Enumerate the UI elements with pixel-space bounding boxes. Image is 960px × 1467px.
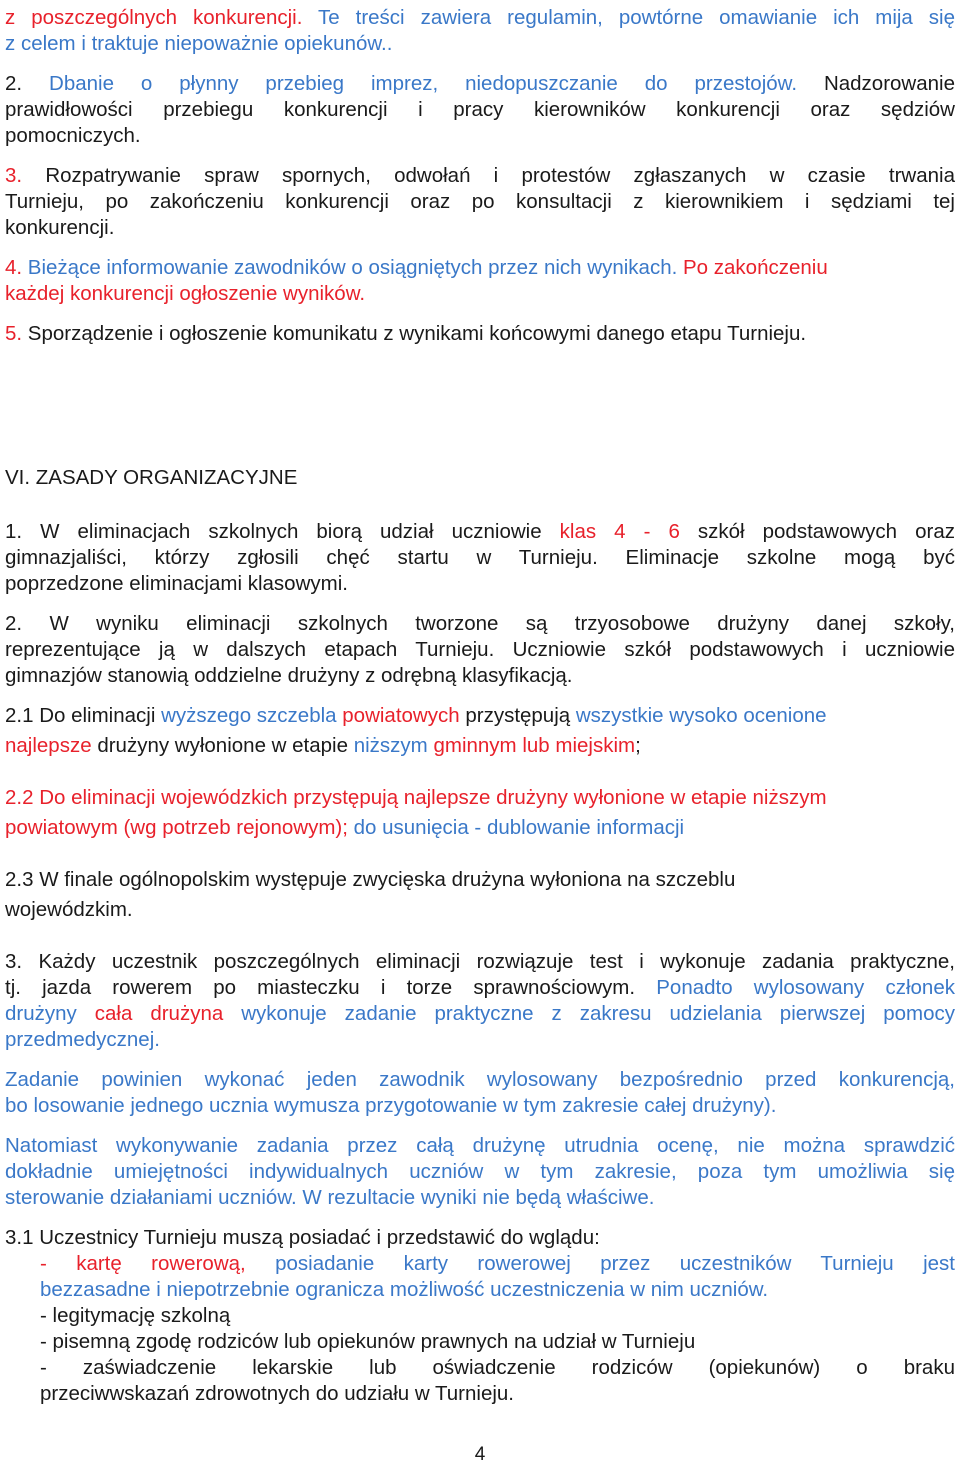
text-segment: poprzedzone eliminacjami klasowymi. — [5, 572, 348, 595]
text-line — [5, 1093, 955, 1119]
text-segment: bo losowanie jednego ucznia wymusza przygotowanie w tym zakresie całej drużyny). — [5, 1094, 777, 1117]
text-segment: 2.1 Do eliminacji — [5, 704, 162, 727]
text-segment: drużyny wyłonione w etapie — [91, 734, 354, 757]
text-segment: - pisemną zgodę rodziców lub opiekunów prawnych na udział w Turnieju — [40, 1330, 696, 1353]
text-line — [5, 1225, 955, 1251]
text-segment: VI. ZASADY ORGANIZACYJNE — [5, 466, 298, 489]
text-segment: prawidłowości przebiegu konkurencji i pracy kierowników konkurencji oraz sędziów — [5, 98, 955, 121]
text-segment: powiatowych — [342, 704, 460, 727]
text-line — [5, 189, 955, 215]
text-segment: każdej konkurencji ogłoszenie wyników. — [5, 282, 366, 305]
text-line — [5, 123, 955, 149]
text-line — [5, 867, 955, 893]
text-line — [40, 1355, 955, 1381]
text-segment: 3. Każdy uczestnik poszczególnych eliminacji rozwiązuje test i wykonuje zadania praktyczne, — [5, 950, 955, 973]
text-segment: z poszczególnych konkurencji. — [5, 6, 319, 29]
text-line — [5, 545, 955, 571]
text-segment: wojewódzkim. — [5, 898, 133, 921]
text-line — [40, 1277, 955, 1303]
page-number: 4 — [474, 1444, 486, 1465]
text-line — [5, 31, 955, 57]
text-segment: niższym — [353, 734, 428, 757]
text-segment: najlepsze — [5, 734, 92, 757]
text-segment: Zadanie powinien wykonać jeden zawodnik wylosowany bezpośrednio przed konkurencją, — [5, 1068, 955, 1091]
text-line — [5, 5, 955, 31]
text-segment: przedmedycznej. — [5, 1028, 160, 1051]
text-line — [40, 1329, 955, 1355]
text-segment: Nadzorowanie — [823, 72, 955, 95]
text-segment: Sporządzenie i ogłoszenie komunikatu z wynikami końcowymi danego etapu Turnieju. — [27, 322, 807, 345]
text-segment: szkół podstawowych oraz — [679, 520, 955, 543]
text-segment: Po zakończeniu — [683, 256, 828, 279]
text-segment: - legitymację szkolną — [40, 1304, 231, 1327]
text-segment: 2. — [5, 72, 50, 95]
text-line — [5, 1133, 955, 1159]
text-line — [5, 97, 955, 123]
text-segment: przeciwwskazań zdrowotnych do udziału w Turnieju. — [40, 1382, 515, 1405]
text-segment: gminnym lub miejskim — [433, 734, 636, 757]
text-segment: Te treści zawiera regulamin, powtórne omawianie ich mija się — [318, 6, 956, 29]
text-line — [5, 733, 955, 759]
text-segment: wyższego szczebla — [161, 704, 337, 727]
text-line — [5, 519, 955, 545]
text-segment: Ponadto wylosowany członek — [656, 976, 955, 999]
text-segment: pomocniczych. — [5, 124, 141, 147]
text-segment: 4. — [5, 256, 28, 279]
text-segment: tj. jazda rowerem po miasteczku i torze sprawnościowym. — [5, 976, 657, 999]
text-segment: 3.1 Uczestnicy Turnieju muszą posiadać i przedstawić do wglądu: — [5, 1226, 600, 1249]
text-line — [5, 215, 955, 241]
text-segment: Natomiast wykonywanie zadania przez całą drużynę utrudnia ocenę, nie można sprawdzić — [5, 1134, 955, 1157]
text-segment: sterowanie działaniami uczniów. W rezultacie wyniki nie będą właściwe. — [5, 1186, 655, 1209]
text-line — [5, 611, 955, 637]
text-segment: powiatowym (wg potrzeb rejonowym); — [5, 816, 354, 839]
text-segment: bezzasadne i niepotrzebnie ogranicza możliwość uczestniczenia w nim uczniów. — [40, 1278, 769, 1301]
text-segment: przystępują — [459, 704, 576, 727]
text-segment: reprezentujące ją w dalszych etapach Turnieju. Uczniowie szkół podstawowych i uczniowie — [5, 638, 955, 661]
text-line — [5, 949, 955, 975]
text-segment: wykonuje zadanie praktyczne z zakresu udzielania pierwszej pomocy — [241, 1002, 956, 1025]
text-segment: Dbanie o płynny przebieg imprez, niedopuszczanie do przestojów. — [49, 72, 824, 95]
text-segment: posiadanie karty rowerowej przez uczestników Turnieju jest — [275, 1252, 955, 1275]
text-line — [40, 1251, 955, 1277]
text-line — [5, 663, 955, 689]
text-line — [5, 281, 955, 307]
text-line — [5, 637, 955, 663]
text-line — [5, 897, 955, 923]
text-line — [5, 1159, 955, 1185]
text-line — [5, 255, 955, 281]
text-line — [40, 1381, 955, 1407]
text-segment: gimnazjaliści, którzy zgłosili chęć startu w Turnieju. Eliminacje szkolne mogą być — [5, 546, 955, 569]
text-line — [40, 1303, 955, 1329]
text-line — [5, 1027, 955, 1053]
text-segment: Bieżące informowanie zawodników o osiągniętych przez nich wynikach. — [27, 256, 683, 279]
text-segment: Rozpatrywanie spraw spornych, odwołań i protestów zgłaszanych w czasie trwania — [45, 164, 955, 187]
text-segment: drużyny — [5, 1002, 77, 1025]
text-segment: cała drużyna — [76, 1002, 242, 1025]
text-segment: 1. W eliminacjach szkolnych biorą udział uczniowie — [5, 520, 560, 543]
text-line — [5, 1185, 955, 1211]
text-line — [5, 465, 955, 491]
text-line — [5, 815, 955, 841]
text-segment: 2.3 W finale ogólnopolskim występuje zwycięska drużyna wyłoniona na szczeblu — [5, 868, 736, 891]
text-segment: 2.2 Do eliminacji wojewódzkich przystępują najlepsze drużyny wyłonione w etapie niższym — [5, 786, 827, 809]
text-segment: - kartę rowerową, — [40, 1252, 276, 1275]
text-segment: z celem i traktuje niepoważnie opiekunów.. — [5, 32, 393, 55]
text-segment: 3. — [5, 164, 46, 187]
text-segment: dokładnie umiejętności indywidualnych uczniów w tym zakresie, poza tym umożliwia się — [5, 1160, 955, 1183]
text-line — [5, 785, 955, 811]
text-line — [5, 571, 955, 597]
text-line — [5, 321, 955, 347]
text-segment: - zaświadczenie lekarskie lub oświadczenie rodziców (opiekunów) o braku — [40, 1356, 955, 1379]
text-line — [5, 975, 955, 1001]
text-line — [5, 703, 955, 729]
text-line — [5, 1001, 955, 1027]
text-line — [5, 71, 955, 97]
text-segment: gimnazjów stanowią oddzielne drużyny z odrębną klasyfikacją. — [5, 664, 573, 687]
text-segment: klas 4 - 6 — [559, 520, 680, 543]
text-segment: ; — [635, 734, 641, 757]
text-segment: do usunięcia - dublowanie informacji — [353, 816, 685, 839]
text-segment: 5. — [5, 322, 28, 345]
text-segment: konkurencji. — [5, 216, 115, 239]
text-segment: Turnieju, po zakończeniu konkurencji oraz po konsultacji z kierownikiem i sędziami tej — [5, 190, 955, 213]
text-line — [5, 163, 955, 189]
text-segment: wszystkie wysoko ocenione — [575, 704, 827, 727]
text-line — [5, 1067, 955, 1093]
text-segment: 2. W wyniku eliminacji szkolnych tworzone są trzyosobowe drużyny danej szkoły, — [5, 612, 955, 635]
